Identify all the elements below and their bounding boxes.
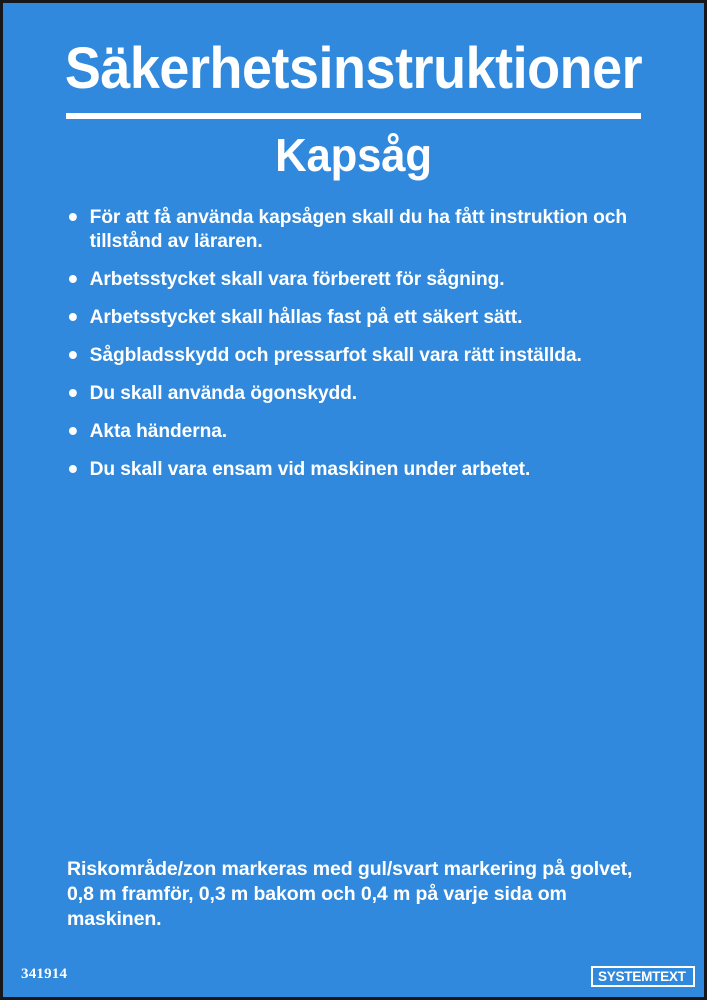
bullet-dot-icon	[69, 313, 77, 321]
list-item	[67, 381, 655, 405]
bullet-dot-icon	[69, 427, 77, 435]
bullet-dot-icon	[69, 351, 77, 359]
instruction-text: Arbetsstycket skall vara förberett för sågning.	[89, 268, 505, 290]
list-item	[67, 305, 655, 329]
brand-logo-text: SYSTEMTEXT	[597, 968, 686, 984]
sign-header	[3, 37, 704, 180]
list-item	[67, 419, 655, 443]
instruction-text: Du skall vara ensam vid maskinen under arbetet.	[89, 458, 531, 480]
instruction-text: Sågbladsskydd och pressarfot skall vara rätt inställda.	[89, 344, 582, 366]
instruction-text: Du skall använda ögonskydd.	[89, 382, 358, 404]
bullet-dot-icon	[69, 213, 77, 221]
page-title: Säkerhetsinstruktioner	[64, 36, 643, 101]
list-item	[67, 205, 655, 253]
bullet-dot-icon	[69, 389, 77, 397]
bullet-dot-icon	[69, 465, 77, 473]
title-divider	[66, 113, 641, 119]
list-item	[67, 343, 655, 367]
risk-zone-note: Riskområde/zon markeras med gul/svart markering på golvet, 0,8 m framför, 0,3 m bakom och 0,4 m på varje sida om maskinen.	[67, 858, 633, 930]
machine-name-subtitle: Kapsåg	[275, 129, 432, 181]
bullet-dot-icon	[69, 275, 77, 283]
instruction-text: För att få använda kapsågen skall du ha fått instruktion och tillstånd av läraren.	[89, 206, 628, 252]
instruction-list	[67, 205, 664, 481]
brand-logo	[591, 966, 695, 987]
instruction-text: Arbetsstycket skall hållas fast på ett säkert sätt.	[89, 306, 523, 328]
article-number: 341914	[21, 966, 68, 982]
list-item	[67, 457, 655, 481]
list-item	[67, 267, 655, 291]
instruction-text: Akta händerna.	[89, 420, 228, 442]
